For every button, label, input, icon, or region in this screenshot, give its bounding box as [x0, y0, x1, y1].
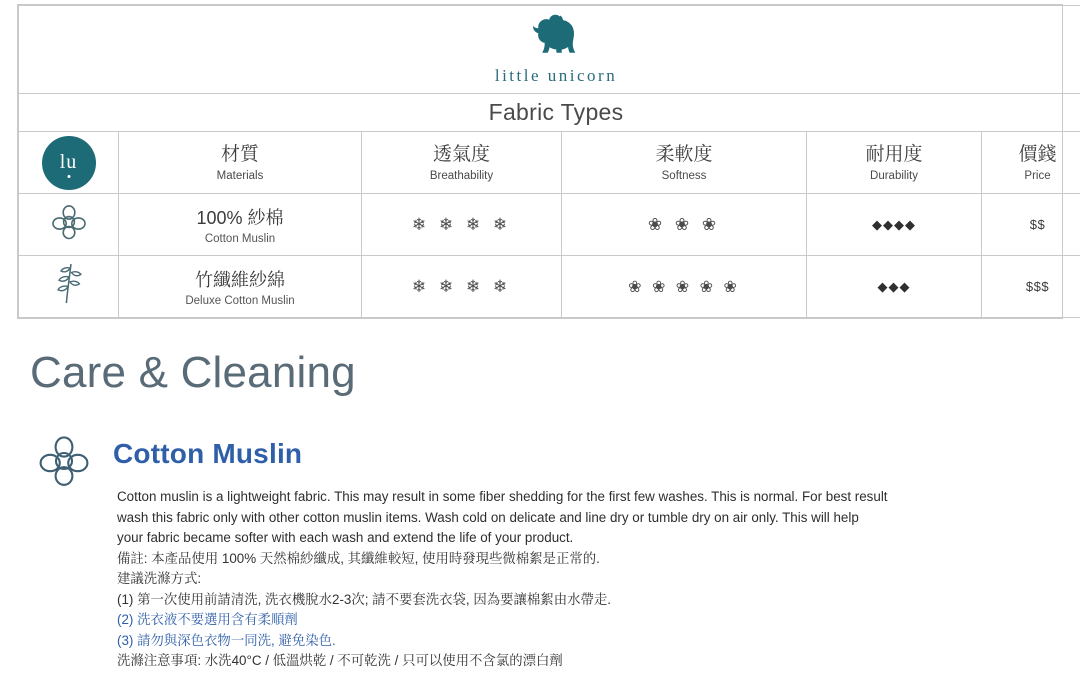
care-line: your fabric became softer with each wash and extend the life of your product.: [117, 530, 574, 545]
cell-material-deluxe: [119, 256, 362, 318]
section-title-cotton-muslin: Cotton Muslin: [113, 438, 303, 469]
column-header-materials-zh: 材質: [220, 144, 259, 166]
cell-price-deluxe: $$$: [982, 256, 1080, 318]
cell-durability-deluxe: ◆◆◆: [807, 256, 982, 318]
column-header-softness-en: Softness: [661, 169, 707, 182]
column-header-breathability-en: Breathability: [429, 169, 494, 182]
column-header-durability-en: Durability: [870, 169, 918, 182]
material-zh: 100% 紗棉: [196, 208, 284, 228]
bamboo-icon: [19, 256, 119, 318]
care-line: 洗滌注意事項: 水洗40°C / 低溫烘乾 / 不可乾洗 / 只可以使用不含氯的漂白劑: [117, 653, 563, 668]
brand-wordmark: little unicorn: [494, 66, 618, 85]
care-line: (3) 請勿與深色衣物一同洗, 避免染色.: [117, 632, 336, 648]
column-header-softness: [562, 132, 807, 194]
lu-badge: [42, 136, 96, 190]
cell-breathability-deluxe: ❄ ❄ ❄ ❄: [362, 256, 562, 318]
cell-durability-cotton: ◆◆◆◆: [807, 194, 982, 256]
unicorn-icon: [19, 13, 1080, 64]
table-row: [19, 194, 1080, 256]
column-header-price-zh: 價錢: [1018, 144, 1057, 166]
column-header-breathability: [362, 132, 562, 194]
cell-breathability-cotton: ❄ ❄ ❄ ❄: [362, 194, 562, 256]
table-header-row: [19, 132, 1080, 194]
column-header-durability: [807, 132, 982, 194]
cell-softness-deluxe: ❀ ❀ ❀ ❀ ❀: [562, 256, 807, 318]
column-header-softness-zh: 柔軟度: [655, 144, 713, 166]
column-header-durability-zh: 耐用度: [865, 144, 923, 166]
care-line: 建議洗滌方式:: [117, 571, 202, 586]
cell-softness-cotton: ❀ ❀ ❀: [562, 194, 807, 256]
lu-badge-text: lu: [59, 150, 78, 173]
cotton-flower-icon: [19, 194, 119, 256]
material-en: Deluxe Cotton Muslin: [185, 295, 295, 307]
material-zh: 竹纖維紗綿: [195, 270, 285, 290]
cell-material-cotton: [119, 194, 362, 256]
column-header-price: [982, 132, 1080, 194]
lu-badge-cell: [19, 132, 119, 194]
page-title: Care & Cleaning: [30, 348, 356, 397]
care-line: (2) 洗衣液不要選用含有柔順劑: [117, 612, 298, 627]
care-instructions: [117, 487, 1047, 672]
column-header-breathability-zh: 透氣度: [432, 144, 490, 166]
brand-logo-cell: [19, 6, 1080, 94]
column-header-materials-en: Materials: [216, 169, 264, 182]
table-row: [19, 256, 1080, 318]
fabric-types-title: Fabric Types: [19, 94, 1080, 132]
care-line: 備註: 本產品使用 100% 天然棉紗纖成, 其纖維較短, 使用時發現些微棉絮是正常的.: [117, 550, 600, 566]
fabric-types-table: [17, 4, 1063, 319]
cotton-flower-icon: [35, 432, 93, 495]
lu-badge-dot: [67, 175, 70, 178]
material-en: Cotton Muslin: [204, 233, 276, 245]
care-line: Cotton muslin is a lightweight fabric. This may result in some fiber shedding for the first few washes. This is normal. For best result: [117, 489, 888, 504]
column-header-price-en: Price: [1024, 169, 1051, 182]
column-header-materials: [119, 132, 362, 194]
care-line: wash this fabric only with other cotton muslin items. Wash cold on delicate and line dry or tumble dry on air only. This will help: [117, 509, 859, 525]
cell-price-cotton: $$: [982, 194, 1080, 256]
care-line: (1) 第一次使用前請清洗, 洗衣機脫水2-3次; 請不要套洗衣袋, 因為要讓棉絮由水帶走.: [117, 591, 611, 607]
logo-row: [19, 6, 1080, 94]
table-title-row: [19, 94, 1080, 132]
